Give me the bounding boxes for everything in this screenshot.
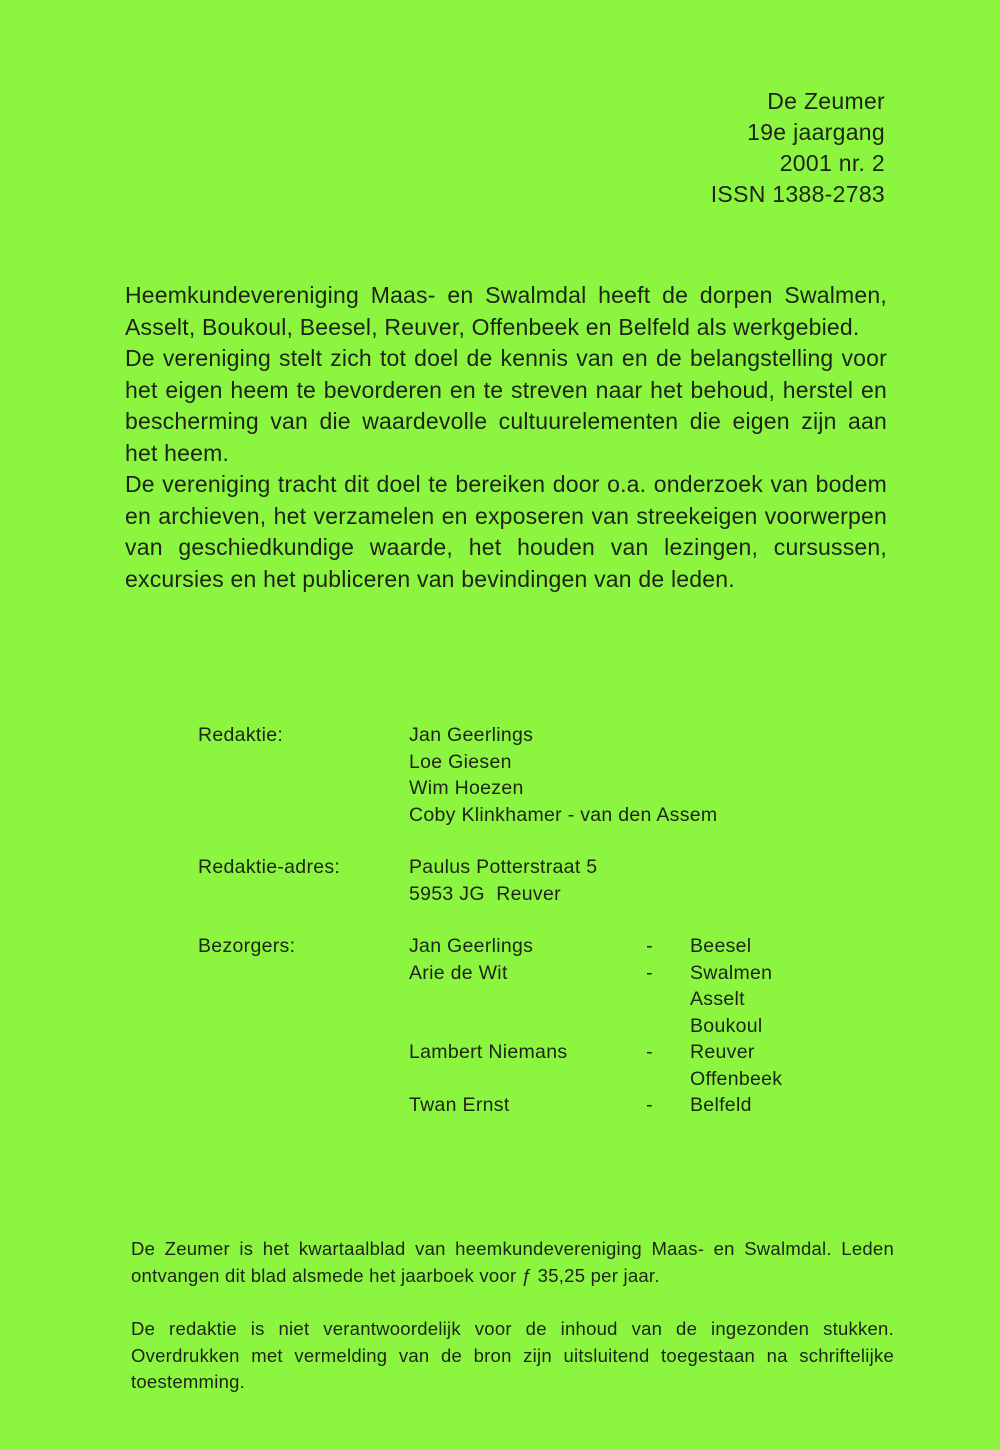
carriers-block	[198, 933, 782, 1119]
carrier-row	[409, 1092, 782, 1119]
address-lines	[409, 854, 782, 907]
carrier-places	[690, 960, 772, 1040]
editors-block	[198, 722, 782, 828]
intro-paragraph-1: Heemkundevereniging Maas- en Swalmdal heeft de dorpen Swalmen, Asselt, Boukoul, Beesel, Reuver, Offenbeek en Belfeld als werkgebied.	[125, 282, 887, 340]
issue-label: 2001 nr. 2	[779, 150, 885, 176]
address-block	[198, 854, 782, 907]
editors-list	[409, 722, 782, 828]
issn-label: ISSN 1388-2783	[710, 181, 885, 207]
carrier-row	[409, 933, 782, 960]
editor-name: Coby Klinkhamer - van den Assem	[409, 803, 718, 826]
editor-name: Loe Giesen	[409, 750, 512, 773]
carrier-place: Offenbeek	[690, 1067, 783, 1090]
carrier-place: Reuver	[690, 1041, 755, 1063]
address-label: Redaktie-adres:	[198, 856, 341, 878]
carrier-name: Lambert Niemans	[409, 1041, 568, 1063]
carrier-place: Swalmen	[690, 961, 773, 984]
publication-title: De Zeumer	[767, 88, 885, 114]
intro-paragraph-3: De vereniging tracht dit doel te bereiken door o.a. onderzoek van bodem en archieven, het verzamelen en exposeren van streekeigen voorwerpen van geschiedkundige waarde, het houden van lezingen, cursussen, excursies en het publiceren van bevindingen van de leden.	[125, 471, 887, 592]
carrier-places	[690, 933, 751, 960]
masthead	[711, 86, 885, 210]
carrier-dash: -	[646, 1094, 653, 1116]
carrier-place: Asselt	[690, 988, 745, 1010]
footer-notes	[131, 1236, 894, 1423]
editors-label: Redaktie:	[198, 724, 284, 746]
editor-name: Jan Geerlings	[409, 724, 534, 746]
carriers-list	[409, 933, 782, 1119]
carrier-dash: -	[646, 935, 653, 957]
carrier-places	[690, 1092, 752, 1119]
staff-listing	[198, 722, 782, 1145]
intro-text	[125, 280, 887, 595]
footer-note-disclaimer: De redaktie is niet verantwoordelijk voor de inhoud van de ingezonden stukken. Overdrukken met vermelding van de bron zijn uitsluitend toegestaan na schriftelijke toestemming.	[131, 1318, 894, 1392]
carrier-place: Boukoul	[690, 1014, 763, 1037]
carriers-label: Bezorgers:	[198, 935, 296, 957]
carrier-row	[409, 960, 782, 1040]
carrier-name: Arie de Wit	[409, 961, 508, 984]
address-street: Paulus Potterstraat 5	[409, 856, 598, 878]
carrier-name: Jan Geerlings	[409, 935, 534, 957]
carrier-row	[409, 1039, 782, 1092]
carrier-places	[690, 1039, 782, 1092]
volume-label: 19e jaargang	[747, 119, 885, 145]
carrier-name: Twan Ernst	[409, 1094, 510, 1116]
intro-paragraph-2: De vereniging stelt zich tot doel de kennis van en de belangstelling voor het eigen heem te bevorderen en te streven naar het behoud, herstel en bescherming van die waardevolle cultuurelementen die eigen zijn aan het heem.	[125, 345, 887, 466]
carrier-place: Belfeld	[690, 1094, 752, 1116]
footer-note-subscription: De Zeumer is het kwartaalblad van heemkundevereniging Maas- en Swalmdal. Leden ontvangen dit blad alsmede het jaarboek voor ƒ 35,25 per jaar.	[131, 1238, 894, 1286]
address-city: 5953 JG Reuver	[409, 882, 561, 905]
editor-name: Wim Hoezen	[409, 777, 524, 799]
carrier-place: Beesel	[690, 935, 752, 957]
carrier-dash: -	[646, 961, 653, 984]
carrier-dash: -	[646, 1041, 653, 1063]
